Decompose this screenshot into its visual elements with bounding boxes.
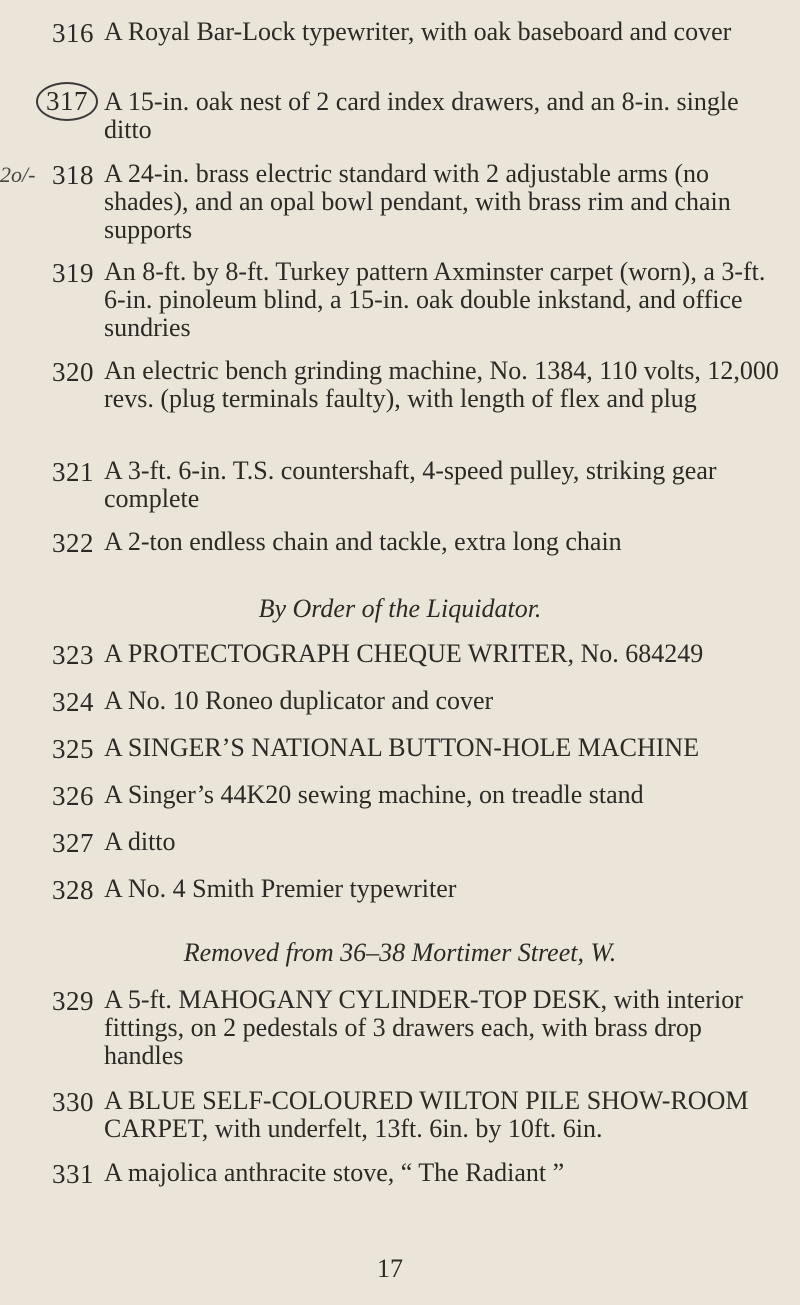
lot-number: 326 [52, 781, 94, 811]
lot-description: A 24-in. brass electric standard with 2 adjustable arms (no shades), and an opal bowl pendant, with brass rim and chain supports [104, 159, 731, 244]
lot-description: A majolica anthracite stove, “ The Radiant ” [104, 1158, 565, 1187]
lot-description: An electric bench grinding machine, No. 1384, 110 volts, 12,000 revs. (plug terminals faulty), with length of flex and plug [104, 356, 779, 413]
lot-description: A PROTECTOGRAPH CHEQUE WRITER, No. 684249 [104, 639, 704, 668]
lot-description: A SINGER’S NATIONAL BUTTON-HOLE MACHINE [104, 733, 700, 762]
removed-from-heading: Removed from 36–38 Mortimer Street, W. [183, 938, 617, 967]
liquidator-heading: By Order of the Liquidator. [258, 594, 542, 623]
lot-number: 325 [52, 734, 94, 764]
handwritten-margin-note: 2o/- [0, 162, 36, 187]
lot-number: 321 [52, 457, 94, 487]
lot-number: 328 [52, 875, 94, 905]
lot-description: A Singer’s 44K20 sewing machine, on treadle stand [104, 780, 644, 809]
lot-number: 318 [52, 160, 94, 190]
lot-number: 331 [52, 1159, 94, 1189]
lot-number-circled: 317 [36, 82, 98, 121]
lot-description: A 2-ton endless chain and tackle, extra long chain [104, 527, 622, 556]
lot-description: A Royal Bar-Lock typewriter, with oak baseboard and cover [104, 17, 732, 46]
lot-number: 324 [52, 687, 94, 717]
lot-description: A 3-ft. 6-in. T.S. countershaft, 4-speed pulley, striking gear complete [104, 456, 717, 513]
lot-number: 316 [52, 18, 94, 48]
lot-number: 330 [52, 1087, 94, 1117]
lot-number: 327 [52, 828, 94, 858]
lot-number: 322 [52, 528, 94, 558]
lot-description: A No. 4 Smith Premier typewriter [104, 874, 457, 903]
lot-description: An 8-ft. by 8-ft. Turkey pattern Axminster carpet (worn), a 3-ft. 6-in. pinoleum blind, a 15-in. oak double inkstand, and office sundries [104, 257, 766, 342]
lot-description: A 5-ft. MAHOGANY CYLINDER-TOP DESK, with interior fittings, on 2 pedestals of 3 drawers each, with brass drop handles [104, 985, 743, 1070]
lot-number: 320 [52, 357, 94, 387]
lot-description: A BLUE SELF-COLOURED WILTON PILE SHOW-ROOM CARPET, with underfelt, 13ft. 6in. by 10ft. 6in. [104, 1086, 749, 1143]
lot-description: A 15-in. oak nest of 2 card index drawers, and an 8-in. single ditto [104, 87, 739, 144]
page-number: 17 [377, 1254, 403, 1283]
lot-number: 319 [52, 258, 94, 288]
lot-description: A ditto [104, 827, 176, 856]
lot-number: 323 [52, 640, 94, 670]
lot-number: 329 [52, 986, 94, 1016]
lot-description: A No. 10 Roneo duplicator and cover [104, 686, 494, 715]
